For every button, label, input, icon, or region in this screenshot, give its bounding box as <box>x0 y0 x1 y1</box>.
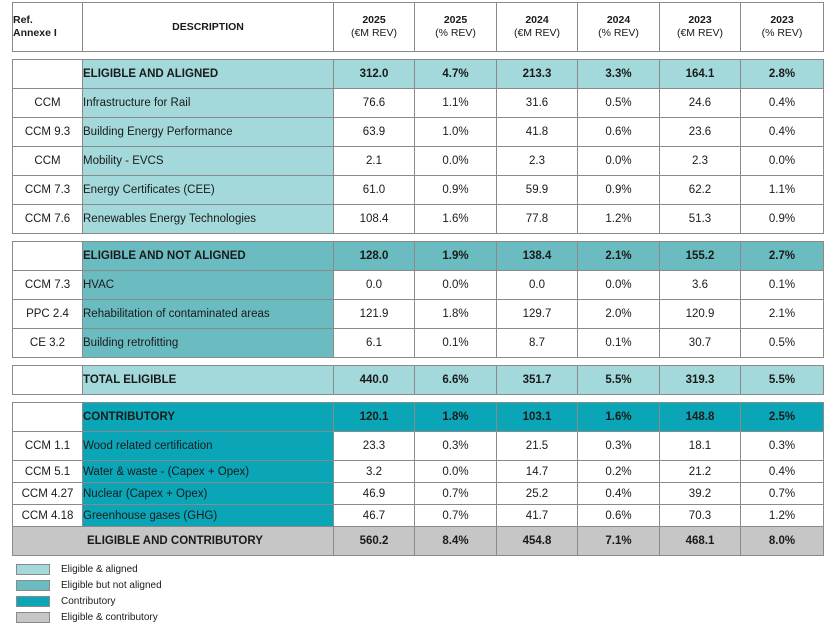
activity-label: Mobility - EVCS <box>83 147 334 176</box>
ref-header-line2: Annexe I <box>13 27 57 39</box>
value-cell: 0.7% <box>741 483 824 505</box>
col-header <box>660 3 741 52</box>
legend-label: Eligible & aligned <box>61 563 138 575</box>
section-summary-row-contrib <box>13 403 824 432</box>
value-cell: 0.4% <box>741 461 824 483</box>
value-cell: 120.9 <box>660 300 741 329</box>
section-spacer <box>13 234 824 242</box>
summary-label: ELIGIBLE AND NOT ALIGNED <box>83 242 334 271</box>
summary-value-cell: 5.5% <box>741 366 824 395</box>
table-row <box>13 505 824 527</box>
legend-item <box>16 610 162 624</box>
summary-label: ELIGIBLE AND ALIGNED <box>83 60 334 89</box>
col-year: 2025 <box>362 14 386 26</box>
value-cell: 31.6 <box>497 89 578 118</box>
summary-value-cell: 5.5% <box>578 366 660 395</box>
table-row <box>13 176 824 205</box>
value-cell: 14.7 <box>497 461 578 483</box>
grand-total-value-cell: 468.1 <box>660 527 741 556</box>
table-row <box>13 89 824 118</box>
col-header <box>334 3 415 52</box>
value-cell: 1.6% <box>415 205 497 234</box>
summary-value-cell: 2.5% <box>741 403 824 432</box>
ref-cell <box>13 403 83 432</box>
activity-label: Nuclear (Capex + Opex) <box>83 483 334 505</box>
col-year: 2023 <box>688 14 712 26</box>
value-cell: 23.3 <box>334 432 415 461</box>
grand-total-row <box>13 527 824 556</box>
ref-cell: CCM 4.18 <box>13 505 83 527</box>
ref-cell <box>13 60 83 89</box>
ref-cell: PPC 2.4 <box>13 300 83 329</box>
value-cell: 8.7 <box>497 329 578 358</box>
spacer-cell <box>13 234 824 242</box>
table-row <box>13 118 824 147</box>
ref-cell: CCM <box>13 147 83 176</box>
activity-label: HVAC <box>83 271 334 300</box>
grand-total-value-cell: 7.1% <box>578 527 660 556</box>
value-cell: 0.0% <box>578 147 660 176</box>
summary-value-cell: 3.3% <box>578 60 660 89</box>
ref-header <box>13 3 83 52</box>
summary-value-cell: 120.1 <box>334 403 415 432</box>
summary-value-cell: 138.4 <box>497 242 578 271</box>
value-cell: 41.7 <box>497 505 578 527</box>
value-cell: 0.3% <box>578 432 660 461</box>
table-row <box>13 432 824 461</box>
summary-value-cell: 1.6% <box>578 403 660 432</box>
table-row <box>13 483 824 505</box>
legend-label: Eligible but not aligned <box>61 579 162 591</box>
description-header: DESCRIPTION <box>83 3 334 52</box>
legend-swatch <box>16 612 50 623</box>
value-cell: 18.1 <box>660 432 741 461</box>
ref-cell: CCM 7.3 <box>13 271 83 300</box>
ref-cell: CCM 7.6 <box>13 205 83 234</box>
value-cell: 1.0% <box>415 118 497 147</box>
value-cell: 21.2 <box>660 461 741 483</box>
value-cell: 51.3 <box>660 205 741 234</box>
section-summary-row-aligned <box>13 60 824 89</box>
table-row <box>13 300 824 329</box>
value-cell: 61.0 <box>334 176 415 205</box>
spacer-cell <box>13 395 824 403</box>
section-summary-row-total <box>13 366 824 395</box>
spacer-cell <box>13 358 824 366</box>
value-cell: 62.2 <box>660 176 741 205</box>
section-spacer <box>13 52 824 60</box>
col-header <box>415 3 497 52</box>
section-summary-row-notaligned <box>13 242 824 271</box>
value-cell: 1.1% <box>415 89 497 118</box>
value-cell: 0.4% <box>741 89 824 118</box>
summary-value-cell: 351.7 <box>497 366 578 395</box>
activity-label: Renewables Energy Technologies <box>83 205 334 234</box>
grand-total-value-cell: 8.0% <box>741 527 824 556</box>
value-cell: 59.9 <box>497 176 578 205</box>
activity-label: Infrastructure for Rail <box>83 89 334 118</box>
value-cell: 21.5 <box>497 432 578 461</box>
summary-value-cell: 155.2 <box>660 242 741 271</box>
legend-item <box>16 578 162 592</box>
section-spacer <box>13 395 824 403</box>
value-cell: 63.9 <box>334 118 415 147</box>
ref-cell <box>13 366 83 395</box>
value-cell: 0.2% <box>578 461 660 483</box>
table-header-row <box>13 3 824 52</box>
value-cell: 46.9 <box>334 483 415 505</box>
col-year: 2024 <box>606 14 631 26</box>
value-cell: 1.2% <box>741 505 824 527</box>
value-cell: 23.6 <box>660 118 741 147</box>
value-cell: 77.8 <box>497 205 578 234</box>
legend-label: Eligible & contributory <box>61 611 158 623</box>
table-row <box>13 147 824 176</box>
table-row <box>13 461 824 483</box>
ref-cell: CCM 9.3 <box>13 118 83 147</box>
ref-cell: CCM 4.27 <box>13 483 83 505</box>
value-cell: 1.2% <box>578 205 660 234</box>
summary-value-cell: 440.0 <box>334 366 415 395</box>
ref-cell: CCM <box>13 89 83 118</box>
activity-label: Energy Certificates (CEE) <box>83 176 334 205</box>
value-cell: 39.2 <box>660 483 741 505</box>
value-cell: 2.1 <box>334 147 415 176</box>
col-unit: (€M REV) <box>513 27 561 39</box>
table-row <box>13 329 824 358</box>
summary-value-cell: 128.0 <box>334 242 415 271</box>
activity-label: Rehabilitation of contaminated areas <box>83 300 334 329</box>
value-cell: 129.7 <box>497 300 578 329</box>
summary-value-cell: 103.1 <box>497 403 578 432</box>
summary-value-cell: 148.8 <box>660 403 741 432</box>
col-unit: (% REV) <box>761 27 803 39</box>
value-cell: 2.3 <box>660 147 741 176</box>
legend-label: Contributory <box>61 595 116 607</box>
summary-value-cell: 312.0 <box>334 60 415 89</box>
ref-cell <box>13 242 83 271</box>
summary-value-cell: 6.6% <box>415 366 497 395</box>
value-cell: 2.3 <box>497 147 578 176</box>
value-cell: 0.1% <box>741 271 824 300</box>
col-header <box>578 3 660 52</box>
value-cell: 2.1% <box>741 300 824 329</box>
col-year: 2023 <box>770 14 794 26</box>
legend-swatch <box>16 580 50 591</box>
value-cell: 0.3% <box>741 432 824 461</box>
value-cell: 46.7 <box>334 505 415 527</box>
spacer-cell <box>13 52 824 60</box>
col-year: 2025 <box>443 14 468 26</box>
section-spacer <box>13 358 824 366</box>
summary-value-cell: 213.3 <box>497 60 578 89</box>
col-unit: (€M REV) <box>350 27 398 39</box>
value-cell: 0.4% <box>578 483 660 505</box>
col-year: 2024 <box>525 14 549 26</box>
value-cell: 0.0% <box>578 271 660 300</box>
value-cell: 0.7% <box>415 483 497 505</box>
value-cell: 0.1% <box>578 329 660 358</box>
value-cell: 24.6 <box>660 89 741 118</box>
table-body <box>13 52 824 556</box>
ref-cell: CCM 7.3 <box>13 176 83 205</box>
value-cell: 3.6 <box>660 271 741 300</box>
summary-value-cell: 2.8% <box>741 60 824 89</box>
grand-total-value-cell: 8.4% <box>415 527 497 556</box>
summary-label: CONTRIBUTORY <box>83 403 334 432</box>
col-header <box>497 3 578 52</box>
value-cell: 0.6% <box>578 118 660 147</box>
activity-label: Wood related certification <box>83 432 334 461</box>
ref-cell: CCM 1.1 <box>13 432 83 461</box>
ref-cell: CCM 5.1 <box>13 461 83 483</box>
value-cell: 6.1 <box>334 329 415 358</box>
taxonomy-table <box>12 2 824 556</box>
value-cell: 0.0 <box>334 271 415 300</box>
grand-total-value-cell: 454.8 <box>497 527 578 556</box>
legend-item <box>16 562 162 576</box>
summary-value-cell: 1.9% <box>415 242 497 271</box>
legend <box>16 562 162 626</box>
value-cell: 0.0% <box>741 147 824 176</box>
activity-label: Water & waste - (Capex + Opex) <box>83 461 334 483</box>
value-cell: 0.5% <box>741 329 824 358</box>
value-cell: 121.9 <box>334 300 415 329</box>
legend-item <box>16 594 162 608</box>
value-cell: 0.9% <box>578 176 660 205</box>
value-cell: 1.8% <box>415 300 497 329</box>
value-cell: 0.5% <box>578 89 660 118</box>
activity-label: Building retrofitting <box>83 329 334 358</box>
value-cell: 2.0% <box>578 300 660 329</box>
value-cell: 0.0% <box>415 461 497 483</box>
activity-label: Building Energy Performance <box>83 118 334 147</box>
grand-total-value-cell: 560.2 <box>334 527 415 556</box>
value-cell: 3.2 <box>334 461 415 483</box>
summary-value-cell: 4.7% <box>415 60 497 89</box>
col-unit: (€M REV) <box>676 27 724 39</box>
ref-cell: CE 3.2 <box>13 329 83 358</box>
value-cell: 0.9% <box>415 176 497 205</box>
summary-label: TOTAL ELIGIBLE <box>83 366 334 395</box>
value-cell: 25.2 <box>497 483 578 505</box>
value-cell: 0.4% <box>741 118 824 147</box>
value-cell: 0.6% <box>578 505 660 527</box>
value-cell: 0.7% <box>415 505 497 527</box>
activity-label: Greenhouse gases (GHG) <box>83 505 334 527</box>
table-row <box>13 271 824 300</box>
legend-swatch <box>16 596 50 607</box>
value-cell: 1.1% <box>741 176 824 205</box>
value-cell: 0.0% <box>415 271 497 300</box>
value-cell: 0.3% <box>415 432 497 461</box>
summary-value-cell: 319.3 <box>660 366 741 395</box>
summary-value-cell: 164.1 <box>660 60 741 89</box>
summary-value-cell: 2.1% <box>578 242 660 271</box>
value-cell: 0.0% <box>415 147 497 176</box>
value-cell: 0.9% <box>741 205 824 234</box>
value-cell: 0.1% <box>415 329 497 358</box>
summary-value-cell: 2.7% <box>741 242 824 271</box>
legend-swatch <box>16 564 50 575</box>
value-cell: 41.8 <box>497 118 578 147</box>
summary-value-cell: 1.8% <box>415 403 497 432</box>
grand-total-label: ELIGIBLE AND CONTRIBUTORY <box>13 527 334 556</box>
value-cell: 0.0 <box>497 271 578 300</box>
col-header <box>741 3 824 52</box>
table-row <box>13 205 824 234</box>
value-cell: 30.7 <box>660 329 741 358</box>
col-unit: (% REV) <box>598 27 639 39</box>
value-cell: 70.3 <box>660 505 741 527</box>
col-unit: (% REV) <box>435 27 476 39</box>
ref-header-line1: Ref. <box>13 14 33 26</box>
value-cell: 76.6 <box>334 89 415 118</box>
value-cell: 108.4 <box>334 205 415 234</box>
